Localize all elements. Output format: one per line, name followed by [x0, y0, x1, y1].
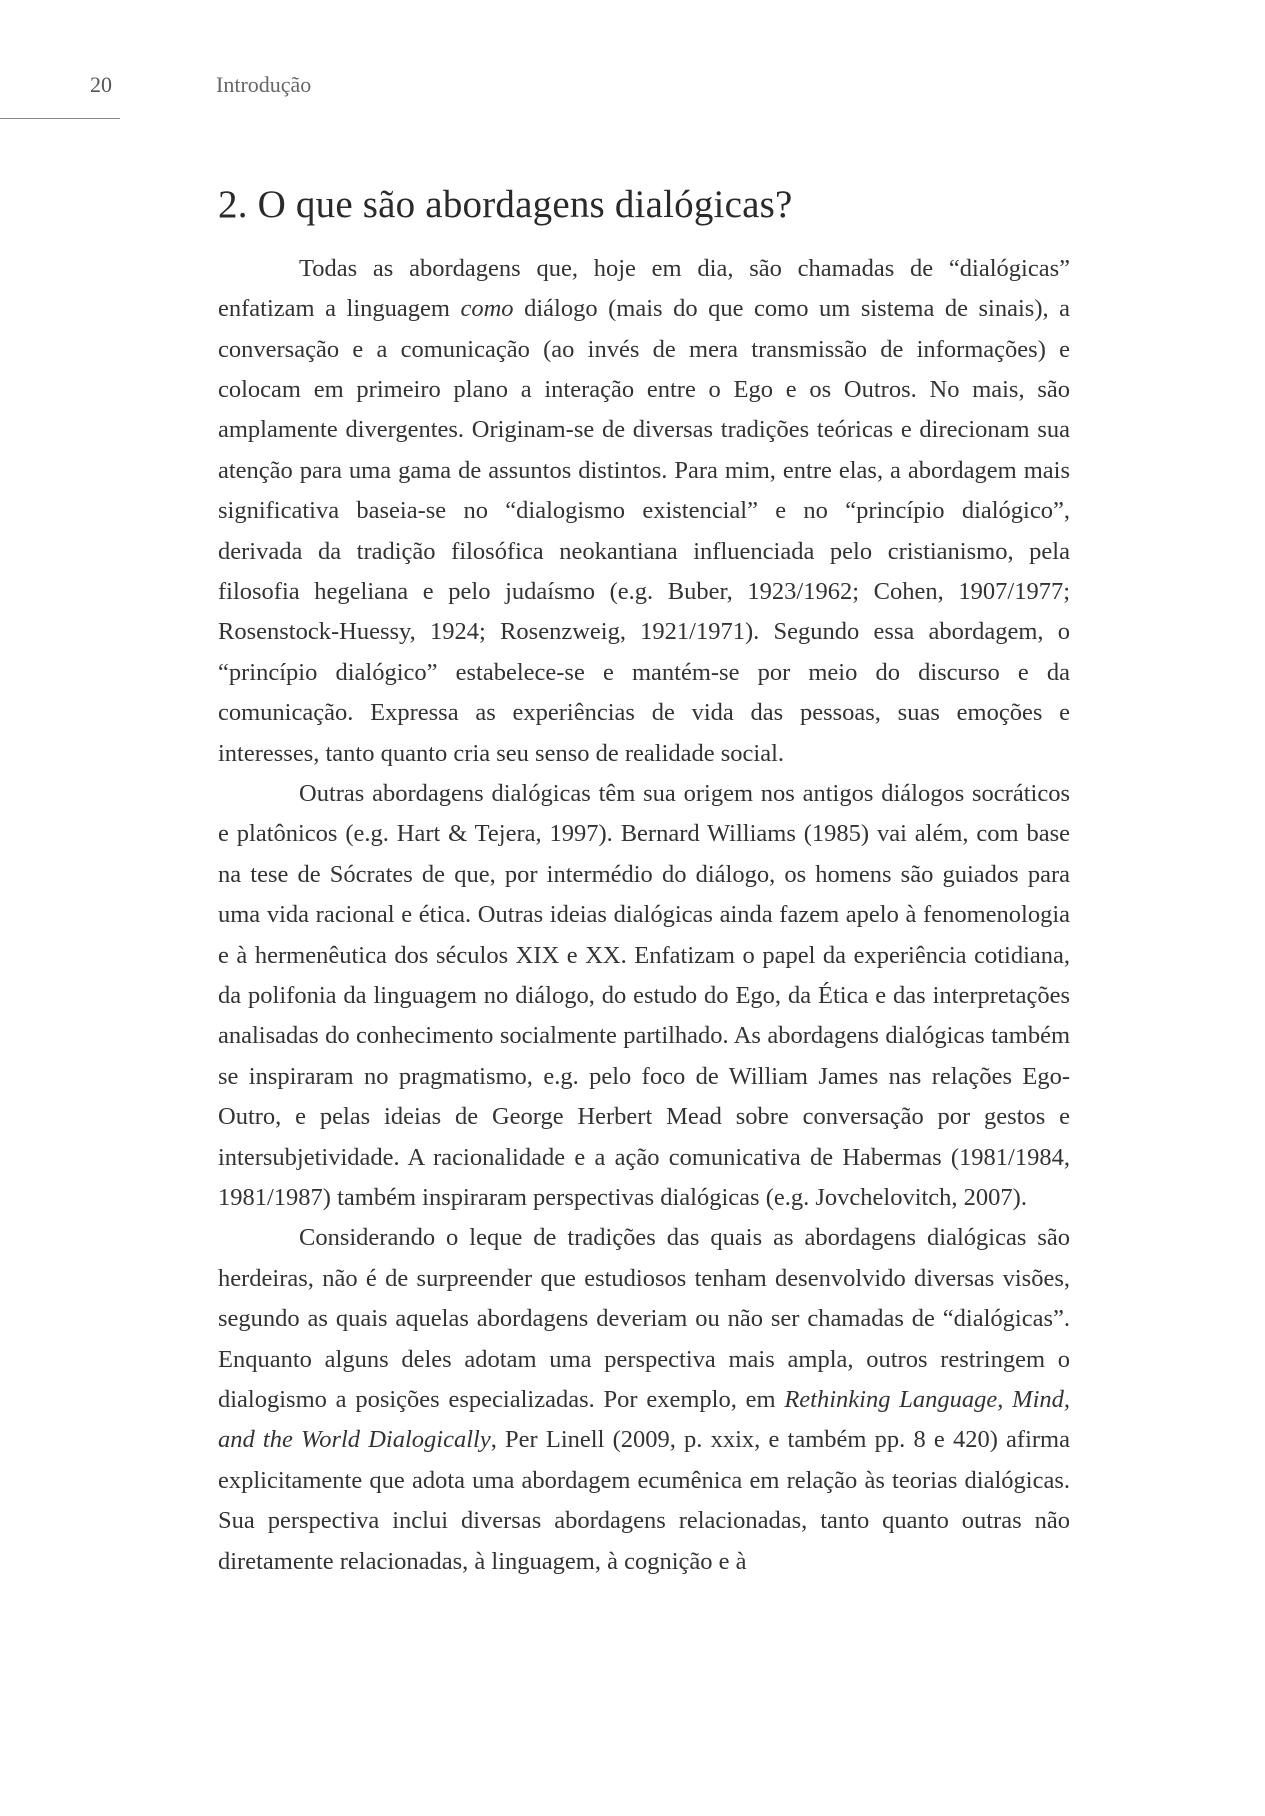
paragraph-1-emphasis: como: [460, 295, 514, 323]
section-title: 2. O que são abordagens dialógicas?: [218, 183, 793, 226]
paragraph-3-book-title: Rethinking Language, Mind, and the World Dialogically: [218, 1386, 1070, 1454]
paragraph-2: Outras abordagens dialógicas têm sua origem nos antigos diálogos socráticos e platônicos (e.g. Hart & Tejera, 1997). Bernard Williams (1985) vai além, com base na tese de Sócrates de que, por intermédio do diálogo, os homens são guiados para uma vida racional e ética. Outras ideias dialógicas ainda fazem apelo à fenomenologia e à hermenêutica dos séculos XIX e XX. Enfatizam o papel da experiência cotidiana, da polifonia da linguagem no diálogo, do estudo do Ego, da Ética e das interpretações analisadas do conhecimento socialmente partilhado. As abordagens dialógicas também se inspiraram no pragmatismo, e.g. pelo foco de William James nas relações Ego-Outro, e pelas ideias de George Herbert Mead sobre conversação por gestos e intersubjetividade. A racionalidade e a ação comunicativa de Habermas (1981/1984, 1981/1987) também inspiraram perspectivas dialógicas (e.g. Jovchelovitch, 2007).: [218, 779, 1070, 1212]
paragraph-3-text-a: Considerando o leque de tradições das quais as abordagens dialógicas são herdeiras, não é de surpreender que estudiosos tenham desenvolvido diversas visões, segundo as quais aquelas abordagens deveriam ou não ser chamadas de “dialógicas”. Enquanto alguns deles adotam uma perspectiva mais ampla, outros restringem o dialogismo a posições especializadas. Por exemplo, em: [218, 1224, 1070, 1414]
paragraph-1: [218, 249, 1070, 774]
page-number: 20: [90, 72, 112, 97]
paragraph-3-text-b: , Per Linell (2009, p. xxix, e também pp. 8 e 420) afirma explicitamente que adota uma abordagem ecumênica em relação às teorias dialógicas. Sua perspectiva inclui diversas abordagens relacionadas, tanto quanto outras não diretamente relacionadas, à linguagem, à cognição e à: [218, 1426, 1070, 1575]
page-header: [0, 64, 1265, 104]
header-rule: [0, 118, 120, 119]
paragraph-3: [218, 1218, 1070, 1582]
main-content: [218, 180, 1070, 1582]
paragraph-1-text-a: Todas as abordagens que, hoje em dia, são chamadas de “dialógicas” enfatizam a linguagem: [218, 254, 1070, 323]
running-head: Introdução: [216, 72, 312, 97]
paragraph-1-text-b: diálogo (mais do que como um sistema de sinais), a conversação e a comunicação (ao invés de mera transmissão de informações) e colocam em primeiro plano a interação entre o Ego e os Outros. No mais, são amplamente divergentes. Originam-se de diversas tradições teóricas e direcionam sua atenção para uma gama de assuntos distintos. Para mim, entre elas, a abordagem mais significativa baseia-se no “dialogismo existencial” e no “princípio dialógico”, derivada da tradição filosófica neokantiana influenciada pelo cristianismo, pela filosofia hegeliana e pelo judaísmo (e.g. Buber, 1923/1962; Cohen, 1907/1977; Rosenstock-Huessy, 1924; Rosenzweig, 1921/1971). Segundo essa abordagem, o “princípio dialógico” estabelece-se e mantém-se por meio do discurso e da comunicação. Expressa as experiências de vida das pessoas, suas emoções e interesses, tanto quanto cria seu senso de realidade social.: [218, 295, 1071, 767]
